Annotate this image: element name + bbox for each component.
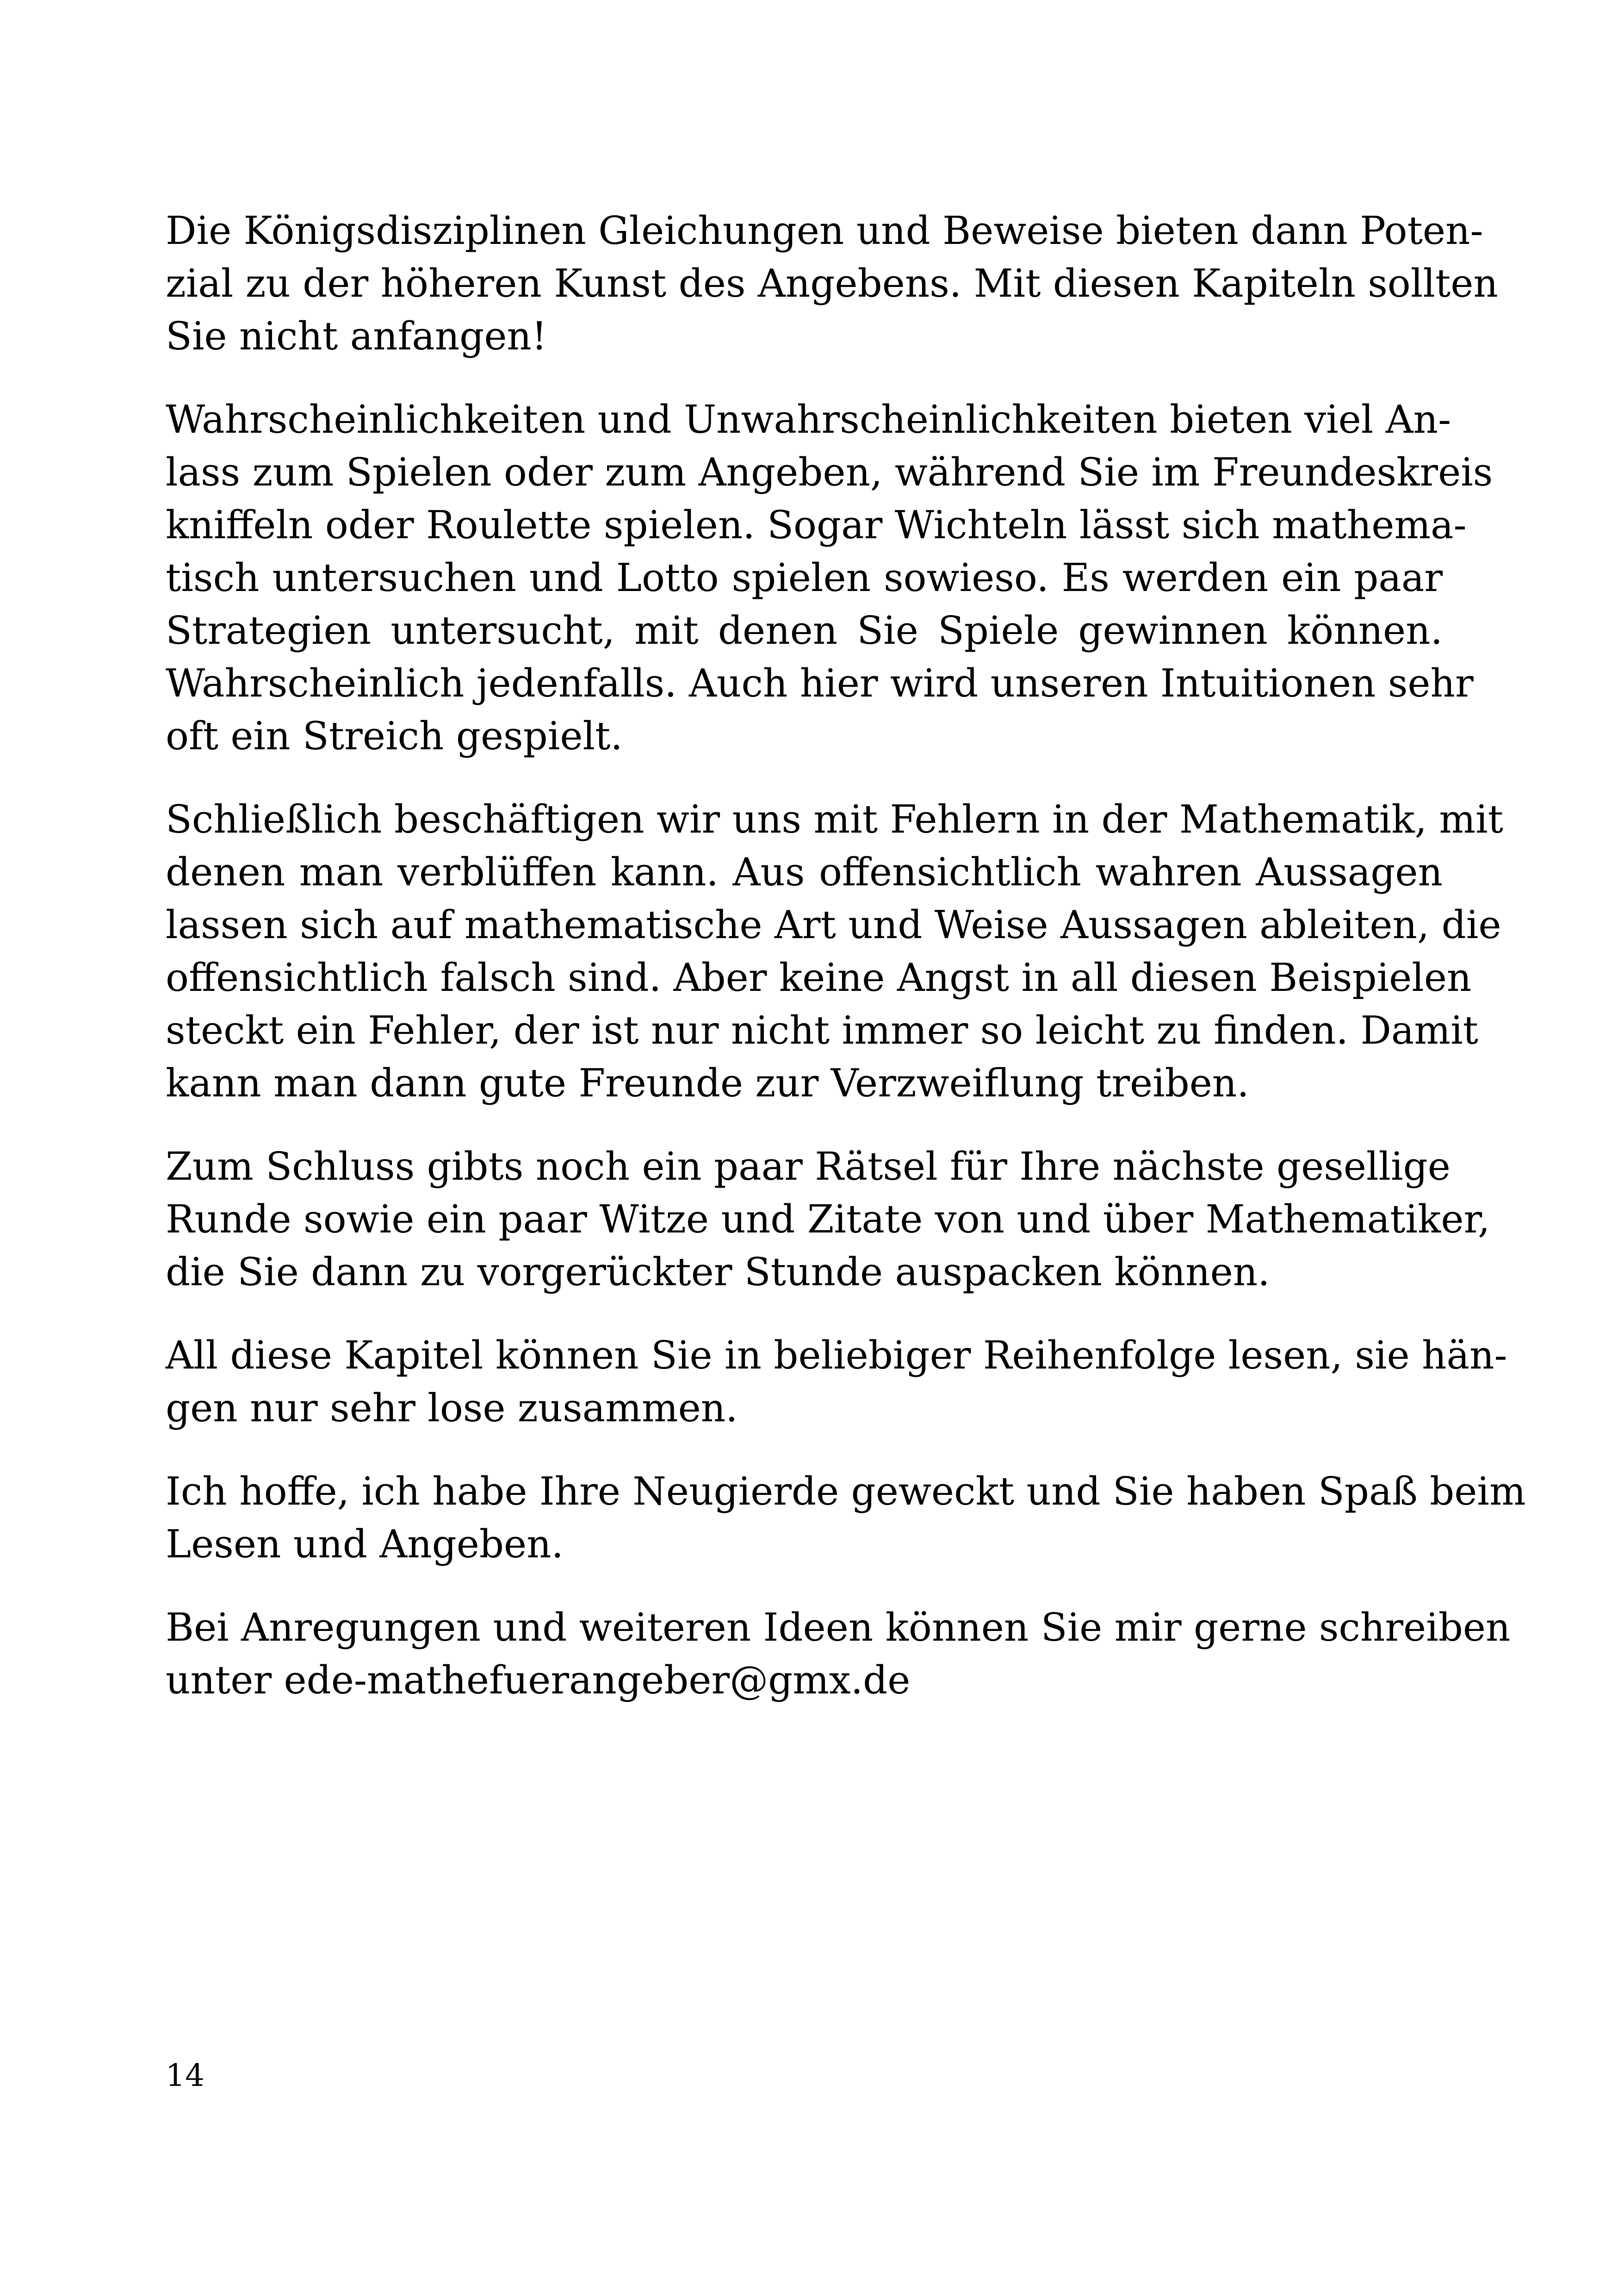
text-line: Zum Schluss gibts noch ein paar Rätsel für Ihre nächste gesellige [166, 1144, 1451, 1189]
text-line: Schließlich beschäftigen wir uns mit Fehlern in der Mathematik, mit [166, 797, 1504, 842]
text-line: Bei Anregungen und weiteren Ideen können Sie mir gerne schreiben [166, 1605, 1511, 1650]
text-line: Strategien untersucht, mit denen Sie Spiele gewinnen können. [166, 608, 1443, 653]
text-line: Die Königsdisziplinen Gleichungen und Beweise bieten dann Poten- [166, 208, 1483, 253]
paragraph-1 [166, 205, 1498, 363]
text-line: offensichtlich falsch sind. Aber keine Angst in all diesen Beispielen [166, 955, 1472, 1000]
text-line: gen nur sehr lose zusammen. [166, 1386, 738, 1431]
text-line: die Sie dann zu vorgerückter Stunde auspacken können. [166, 1250, 1270, 1294]
text-line: Wahrscheinlich jedenfalls. Auch hier wird unseren Intuitionen sehr [166, 661, 1474, 706]
paragraph-7 [166, 1601, 1511, 1707]
text-line: unter ede-mathefuerangeber@gmx.de [166, 1658, 911, 1703]
paragraph-6 [166, 1465, 1526, 1571]
page-number: 14 [166, 2058, 205, 2093]
text-line: kann man dann gute Freunde zur Verzweiflung treiben. [166, 1061, 1249, 1106]
text-line: steckt ein Fehler, der ist nur nicht immer so leicht zu finden. Damit [166, 1008, 1478, 1053]
text-line: Sie nicht anfangen! [166, 314, 547, 359]
paragraph-3 [166, 793, 1504, 1110]
text-line: kniffeln oder Roulette spielen. Sogar Wichteln lässt sich mathema- [166, 503, 1467, 548]
text-line: Runde sowie ein paar Witze und Zitate von und über Mathematiker, [166, 1197, 1490, 1242]
paragraph-2 [166, 393, 1493, 763]
text-line: denen man verblüffen kann. Aus offensichtlich wahren Aussagen [166, 850, 1443, 895]
paragraph-4 [166, 1140, 1490, 1299]
body-text [166, 205, 1526, 1737]
text-line: Wahrscheinlichkeiten und Unwahrscheinlichkeiten bieten viel An- [166, 397, 1451, 442]
paragraph-5 [166, 1329, 1507, 1435]
text-line: Lesen und Angeben. [166, 1522, 564, 1567]
text-line: oft ein Streich gespielt. [166, 714, 623, 759]
text-line: lassen sich auf mathematische Art und Weise Aussagen ableiten, die [166, 902, 1501, 947]
text-line: lass zum Spielen oder zum Angeben, während Sie im Freundeskreis [166, 450, 1493, 495]
text-line: zial zu der höheren Kunst des Angebens. Mit diesen Kapiteln sollten [166, 261, 1498, 306]
text-line: Ich hoffe, ich habe Ihre Neugierde geweckt und Sie haben Spaß beim [166, 1469, 1526, 1514]
text-line: All diese Kapitel können Sie in beliebiger Reihenfolge lesen, sie hän- [166, 1333, 1507, 1378]
text-line: tisch untersuchen und Lotto spielen sowieso. Es werden ein paar [166, 555, 1443, 600]
